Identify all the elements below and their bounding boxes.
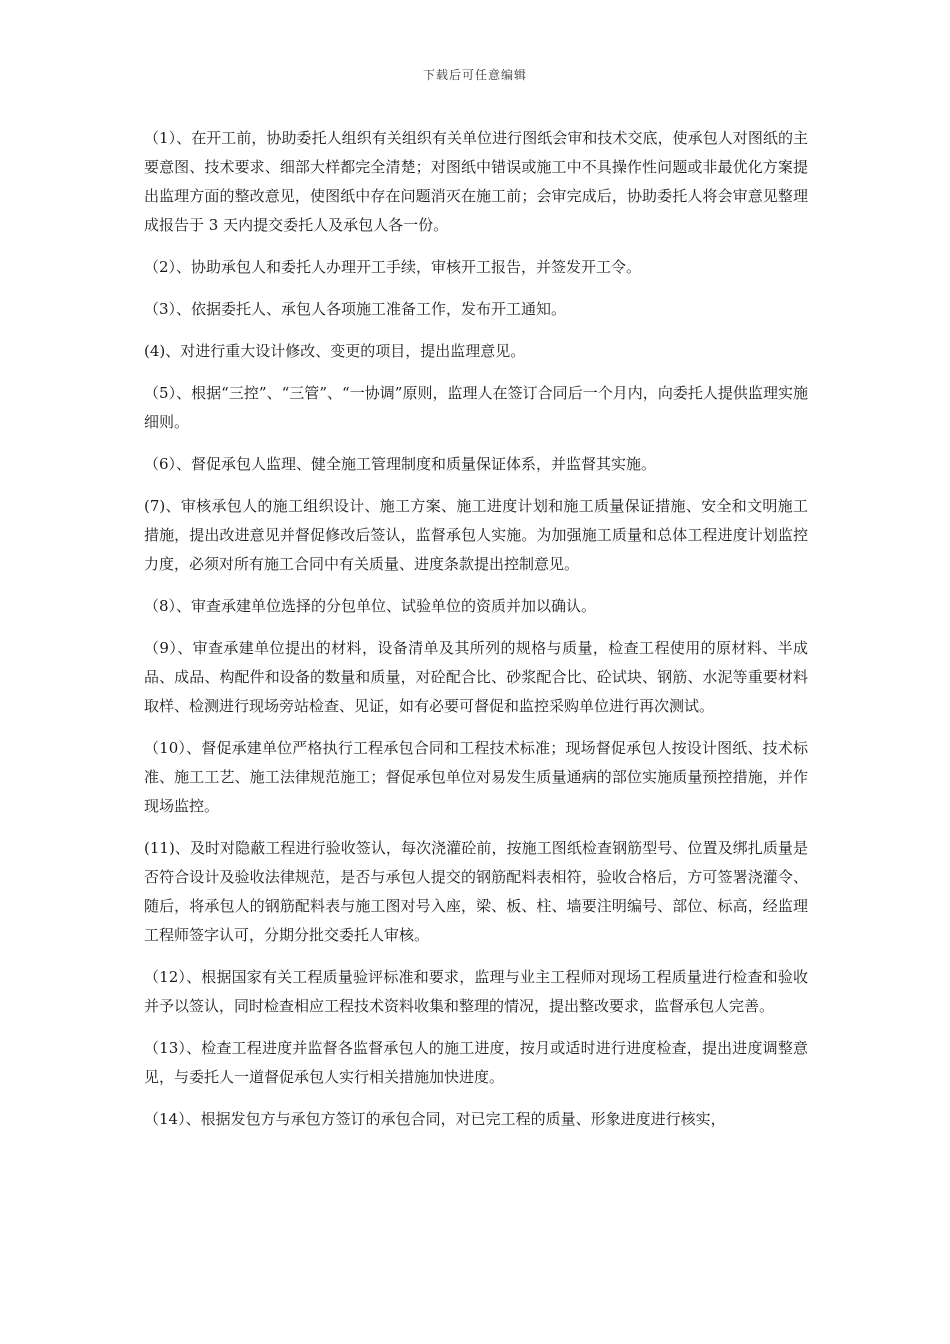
paragraph-10: （10）、督促承建单位严格执行工程承包合同和工程技术标准；现场督促承包人按设计图纸、技术标准、施工工艺、施工法律规范施工；督促承包单位对易发生质量通病的部位实施质量预控措施，并作现场监控。	[144, 739, 808, 815]
paragraph-4: (4)、对进行重大设计修改、变更的项目，提出监理意见。	[144, 342, 526, 360]
paragraph-12: （12）、根据国家有关工程质量验评标准和要求，监理与业主工程师对现场工程质量进行检查和验收并予以签认，同时检查相应工程技术资料收集和整理的情况，提出整改要求，监督承包人完善。	[144, 968, 808, 1015]
paragraph-11: (11)、及时对隐蔽工程进行验收签认，每次浇灌砼前，按施工图纸检查钢筋型号、位置及绑扎质量是否符合设计及验收法律规范，是否与承包人提交的钢筋配料表相符，验收合格后，方可签署浇灌令、随后，将承包人的钢筋配料表与施工图对号入座，梁、板、柱、墙要注明编号、部位、标高，经监理工程师签字认可，分期分批交委托人审核。	[144, 839, 808, 944]
paragraph-6: （6）、督促承包人监理、健全施工管理制度和质量保证体系，并监督其实施。	[144, 455, 657, 473]
paragraph-1: （1）、在开工前，协助委托人组织有关组织有关单位进行图纸会审和技术交底，使承包人对图纸的主要意图、技术要求、细部大样都完全清楚；对图纸中错误或施工中不具操作性问题或非最优化方案提出监理方面的整改意见，使图纸中存在问题消灭在施工前；会审完成后，协助委托人将会审意见整理成报告于 3 天内提交委托人及承包人各一份。	[144, 129, 808, 234]
paragraph-9: （9）、审查承建单位提出的材料，设备清单及其所列的规格与质量，检查工程使用的原材料、半成品、成品、构配件和设备的数量和质量，对砼配合比、砂浆配合比、砼试块、钢筋、水泥等重要材料取样、检测进行现场旁站检查、见证，如有必要可督促和监控采购单位进行再次测试。	[144, 639, 808, 715]
paragraph-13: （13）、检查工程进度并监督各监督承包人的施工进度，按月或适时进行进度检查，提出进度调整意见，与委托人一道督促承包人实行相关措施加快进度。	[144, 1039, 808, 1086]
paragraph-2: （2）、协助承包人和委托人办理开工手续，审核开工报告，并签发开工令。	[144, 258, 642, 276]
paragraph-8: （8）、审查承建单位选择的分包单位、试验单位的资质并加以确认。	[144, 597, 597, 615]
page-header: 下载后可任意编辑	[422, 68, 527, 82]
paragraph-5: （5）、根据“三控”、“三管”、“一协调”原则，监理人在签订合同后一个月内，向委托人提供监理实施细则。	[144, 384, 808, 431]
paragraph-14: （14）、根据发包方与承包方签订的承包合同，对已完工程的质量、形象进度进行核实，	[144, 1110, 726, 1128]
paragraph-7: (7)、审核承包人的施工组织设计、施工方案、施工进度计划和施工质量保证措施、安全和文明施工措施，提出改进意见并督促修改后签认，监督承包人实施。为加强施工质量和总体工程进度计划监控力度，必须对所有施工合同中有关质量、进度条款提出控制意见。	[144, 497, 808, 573]
document-body	[144, 124, 808, 1147]
paragraph-3: （3）、依据委托人、承包人各项施工准备工作，发布开工通知。	[144, 300, 567, 318]
